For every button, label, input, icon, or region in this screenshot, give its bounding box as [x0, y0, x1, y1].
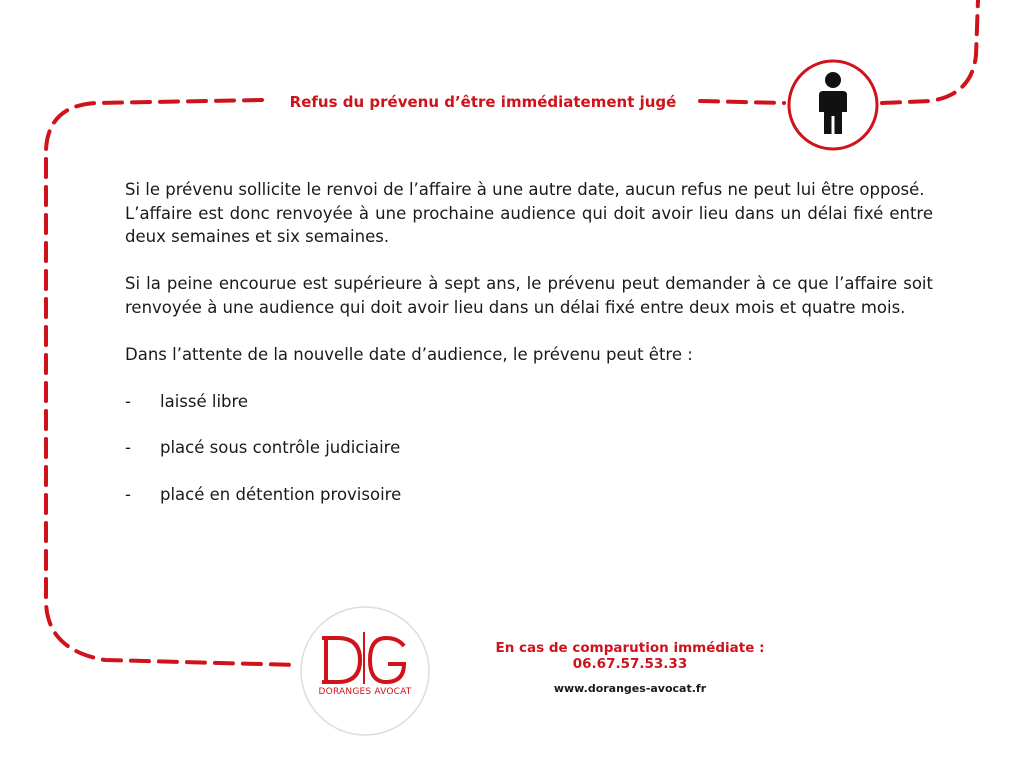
paragraph-attente: Dans l’attente de la nouvelle date d’audience, le prévenu peut être : [125, 344, 693, 364]
paragraph-peine: Si la peine encourue est supérieure à sept ans, le prévenu peut demander à ce que l’affaire soit renvoyée à une audience qui doit avoir lieu dans un délai fixé entre deux mois et quatre mois. [125, 274, 933, 317]
main-content [125, 178, 933, 506]
list-item-label: placé sous contrôle judiciaire [160, 438, 401, 457]
list-item-label: laissé libre [160, 391, 249, 411]
list-marker: - [125, 438, 131, 457]
phone-number[interactable]: 06.67.57.53.33 [572, 656, 688, 672]
website-link[interactable]: www.doranges-avocat.fr [553, 682, 707, 695]
list-marker: - [125, 391, 131, 411]
list-marker: - [125, 484, 131, 504]
page-title: Refus du prévenu d’être immédiatement jugé [268, 92, 698, 112]
logo-text: DORANGES AVOCAT [318, 687, 412, 697]
list-item [125, 390, 933, 414]
contact-label: En cas de comparution immédiate : [495, 640, 765, 656]
list-item [125, 483, 933, 507]
contact-block [470, 640, 790, 696]
options-list [125, 390, 933, 507]
paragraph-renvoi: Si le prévenu sollicite le renvoi de l’affaire à une autre date, aucun refus ne peut lui être opposé. [125, 180, 925, 199]
list-item [125, 436, 933, 460]
logo [298, 604, 432, 738]
paragraph-delai: L’affaire est donc renvoyée à une prochaine audience qui doit avoir lieu dans un délai fixé entre deux semaines et six semaines. [125, 203, 933, 246]
person-icon [786, 58, 880, 152]
list-item-label: placé en détention provisoire [160, 484, 402, 504]
